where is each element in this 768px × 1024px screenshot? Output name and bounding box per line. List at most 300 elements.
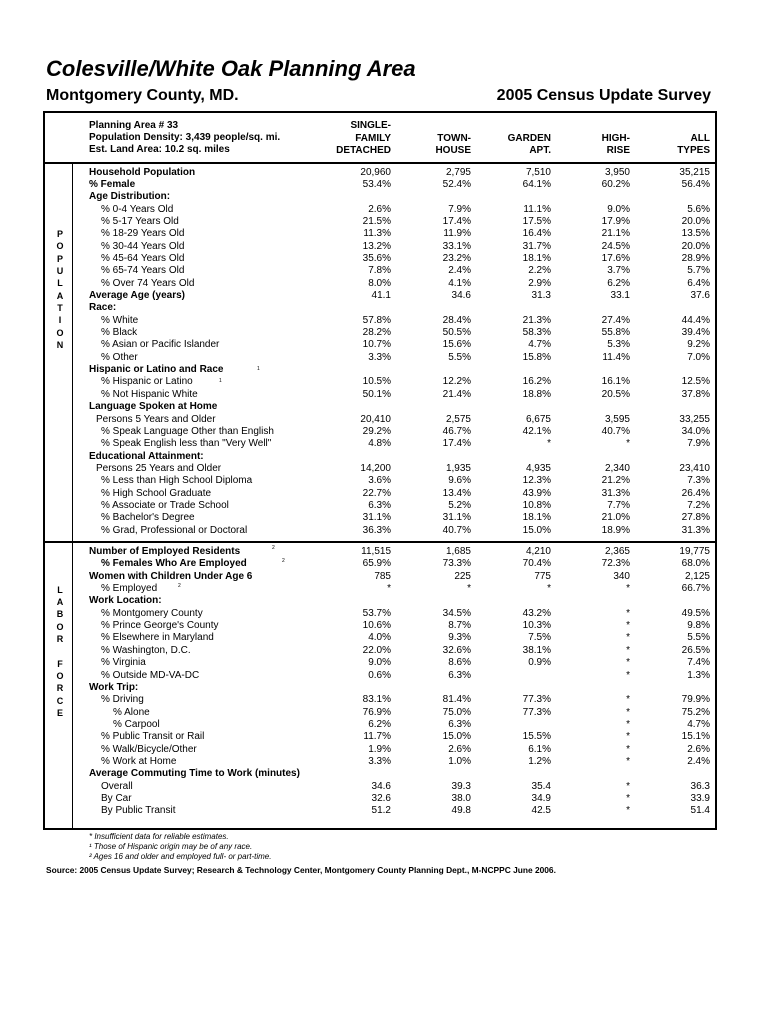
row-value: 11.3%	[363, 228, 391, 240]
row-label: Women with Children Under Age 6	[89, 570, 253, 582]
row-value: 1.2%	[528, 755, 551, 767]
row-value: 43.9%	[522, 487, 551, 499]
row-value: 81.4%	[442, 694, 471, 706]
row-value: 2.6%	[687, 743, 710, 755]
row-value: 20.0%	[681, 215, 710, 227]
side-letter: R	[56, 683, 64, 694]
col-header-line: RISE	[606, 145, 630, 156]
table-row	[0, 475, 768, 487]
row-label: % Black	[101, 327, 138, 339]
row-value: 13.5%	[681, 228, 710, 240]
row-label: % Virginia	[101, 657, 146, 669]
row-value: 27.4%	[601, 314, 630, 326]
row-value: *	[626, 706, 630, 718]
row-value: 3.3%	[368, 755, 391, 767]
row-value: 76.9%	[362, 706, 391, 718]
row-value: 9.0%	[368, 657, 391, 669]
side-letter: C	[56, 695, 64, 706]
row-value: 33.1	[610, 290, 630, 301]
row-value: *	[547, 583, 551, 595]
row-value: *	[547, 438, 551, 450]
row-value: 10.7%	[362, 339, 391, 351]
row-value: 11.9%	[443, 228, 471, 240]
table-row	[0, 241, 768, 253]
row-label: % Prince George's County	[101, 620, 219, 632]
row-value: 60.2%	[601, 178, 630, 190]
row-value: 70.4%	[522, 558, 551, 570]
table-row	[0, 756, 768, 768]
table-row	[0, 645, 768, 657]
row-value: 6.3%	[448, 669, 471, 681]
row-value: 14,200	[360, 462, 391, 474]
row-value: 0.9%	[528, 657, 551, 669]
row-value: 26.4%	[681, 487, 710, 499]
col-header-line: TYPES	[677, 145, 710, 156]
row-value: 38.1%	[522, 644, 551, 656]
row-value: 1.9%	[368, 743, 391, 755]
row-value: *	[467, 583, 471, 595]
row-value: 12.5%	[681, 376, 710, 388]
row-label: Persons 25 Years and Older	[96, 462, 222, 474]
col-header-all-types	[590, 133, 710, 158]
table-row	[0, 805, 768, 817]
row-value: 6.4%	[687, 277, 710, 289]
row-value: 27.8%	[681, 512, 710, 524]
row-label: % Alone	[113, 706, 150, 718]
row-value: 53.4%	[362, 178, 391, 190]
side-letter: U	[56, 266, 64, 277]
footnote-mark: 2	[282, 558, 285, 564]
row-value: *	[626, 743, 630, 755]
row-label: % Females Who Are Employed	[101, 558, 247, 570]
row-value: 52.4%	[442, 178, 471, 190]
row-label: % Less than High School Diploma	[101, 475, 253, 487]
row-value: 225	[454, 570, 471, 582]
page-title: Colesville/White Oak Planning Area	[46, 56, 416, 81]
row-label: % Employed	[101, 583, 158, 595]
footnote-insufficient: * Insufficient data for reliable estimates.	[89, 832, 229, 841]
table-row	[0, 290, 768, 302]
footnote-mark: 1	[257, 366, 260, 372]
row-value: 17.4%	[442, 215, 471, 227]
row-value: *	[626, 780, 630, 792]
row-value: *	[626, 620, 630, 632]
row-value: 15.0%	[442, 731, 471, 743]
row-value: 6.3%	[368, 499, 391, 511]
side-letter: A	[56, 596, 64, 607]
table-row	[0, 731, 768, 743]
row-label: % Asian or Pacific Islander	[101, 339, 220, 351]
table-row	[0, 670, 768, 682]
row-value: 3.3%	[368, 351, 391, 363]
table-row	[0, 414, 768, 426]
table-row	[0, 167, 768, 179]
row-label: % High School Graduate	[101, 487, 212, 499]
row-value: 9.3%	[448, 632, 471, 644]
side-letter: A	[56, 290, 64, 301]
row-value: 17.6%	[601, 252, 630, 264]
row-value: 75.2%	[681, 706, 710, 718]
row-value: 28.2%	[362, 327, 391, 339]
row-label: Educational Attainment:	[89, 450, 204, 462]
table-row	[0, 632, 768, 644]
row-value: 66.7%	[681, 583, 710, 595]
table-row	[0, 707, 768, 719]
col-header-line: DETACHED	[336, 145, 391, 156]
table-row	[0, 438, 768, 450]
row-value: 42.1%	[522, 425, 551, 437]
table-row	[0, 525, 768, 537]
table-row	[0, 583, 768, 595]
table-row	[0, 216, 768, 228]
row-value: 75.0%	[442, 706, 471, 718]
footnote-ages: ² Ages 16 and older and employed full- or part-time.	[89, 852, 272, 861]
row-value: 13.2%	[362, 240, 391, 252]
row-value: 20.0%	[681, 240, 710, 252]
row-value: 58.3%	[522, 327, 551, 339]
table-row	[0, 512, 768, 524]
row-value: 7.8%	[368, 265, 391, 277]
population-density: Population Density: 3,439 people/sq. mi.	[89, 132, 281, 143]
row-label: % Grad, Professional or Doctoral	[101, 524, 248, 536]
table-row	[0, 781, 768, 793]
footnote-mark: 2	[178, 583, 181, 589]
row-value: 31.7%	[522, 240, 551, 252]
row-value: 4.0%	[368, 632, 391, 644]
row-value: 4.1%	[448, 277, 471, 289]
row-value: *	[626, 669, 630, 681]
row-label: % Associate or Trade School	[101, 499, 229, 511]
row-value: 5.5%	[448, 351, 471, 363]
row-value: 40.7%	[601, 425, 630, 437]
row-value: 2,575	[445, 413, 471, 425]
row-value: 49.5%	[681, 607, 710, 619]
row-value: 53.7%	[362, 607, 391, 619]
row-value: 77.3%	[522, 706, 551, 718]
row-value: 29.2%	[362, 425, 391, 437]
row-value: 15.0%	[522, 524, 551, 536]
row-value: 24.5%	[601, 240, 630, 252]
row-value: 2.2%	[528, 265, 551, 277]
row-value: 15.5%	[522, 731, 551, 743]
row-label: Work Trip:	[89, 681, 139, 693]
row-value: 18.1%	[522, 512, 551, 524]
row-value: 7.9%	[448, 203, 471, 215]
row-value: 34.6	[451, 290, 471, 301]
side-letter: O	[56, 670, 64, 681]
table-row	[0, 719, 768, 731]
row-value: 12.2%	[442, 376, 471, 388]
row-value: 36.3%	[362, 524, 391, 536]
county-subtitle: Montgomery County, MD.	[46, 87, 239, 104]
row-value: *	[626, 644, 630, 656]
row-value: 4,210	[525, 546, 551, 557]
row-label: % Carpool	[113, 718, 160, 730]
row-value: 50.5%	[442, 327, 471, 339]
side-letter: O	[56, 241, 64, 252]
row-value: 77.3%	[522, 694, 551, 706]
table-row	[0, 253, 768, 265]
row-label: % Driving	[101, 694, 144, 706]
row-value: 33.9	[690, 793, 710, 804]
row-value: 21.3%	[522, 314, 551, 326]
row-value: 21.1%	[601, 228, 630, 240]
col-header-line: HOUSE	[435, 145, 471, 156]
row-value: 20.5%	[601, 388, 630, 400]
land-area: Est. Land Area: 10.2 sq. miles	[89, 144, 230, 155]
row-value: 41.1	[371, 290, 391, 301]
row-value: 51.4	[690, 805, 710, 817]
table-row	[0, 500, 768, 512]
table-row	[0, 302, 768, 314]
row-value: 32.6	[371, 793, 391, 804]
row-value: 6.2%	[607, 277, 630, 289]
row-value: 2.4%	[687, 755, 710, 767]
side-letter: N	[56, 340, 64, 351]
row-value: 4.8%	[368, 438, 391, 450]
side-letter: R	[56, 633, 64, 644]
side-letter: P	[56, 253, 63, 264]
row-value: 34.0%	[681, 425, 710, 437]
table-row	[0, 327, 768, 339]
table-row	[0, 228, 768, 240]
row-value: 340	[613, 570, 630, 582]
row-value: 34.6	[371, 780, 391, 792]
row-value: 2,340	[604, 462, 630, 474]
row-value: 72.3%	[601, 558, 630, 570]
row-value: 31.3	[531, 290, 551, 301]
row-value: 3,595	[604, 413, 630, 425]
row-value: 4,935	[525, 462, 551, 474]
row-label: % Public Transit or Rail	[101, 731, 205, 743]
row-value: 18.8%	[522, 388, 551, 400]
row-value: 39.4%	[681, 327, 710, 339]
row-value: 8.6%	[448, 657, 471, 669]
side-letter: O	[56, 621, 64, 632]
row-value: 785	[374, 570, 391, 582]
side-letter: P	[56, 229, 63, 239]
table-row	[0, 744, 768, 756]
row-value: 33,255	[679, 413, 710, 425]
table-row	[0, 364, 768, 376]
row-value: 2.6%	[368, 203, 391, 215]
row-label: Race:	[89, 302, 117, 314]
row-label: % Outside MD-VA-DC	[101, 669, 200, 681]
row-value: 9.0%	[607, 203, 630, 215]
row-label: % 65-74 Years Old	[101, 265, 185, 277]
row-value: 5.6%	[687, 203, 710, 215]
row-value: 3.7%	[607, 265, 630, 277]
row-label: % White	[101, 314, 139, 326]
side-letter: T	[57, 303, 63, 314]
row-value: 50.1%	[362, 388, 391, 400]
row-value: 19,775	[679, 546, 710, 557]
table-row	[0, 204, 768, 216]
row-value: 5.3%	[607, 339, 630, 351]
row-value: 15.8%	[522, 351, 551, 363]
row-value: 37.6	[690, 290, 710, 301]
row-value: 2.6%	[448, 743, 471, 755]
row-value: 1,935	[445, 462, 471, 474]
row-label: % 45-64 Years Old	[101, 252, 185, 264]
row-value: 5.5%	[687, 632, 710, 644]
row-value: 21.5%	[362, 215, 391, 227]
table-row	[0, 558, 768, 570]
row-value: 7.2%	[687, 499, 710, 511]
row-label: Language Spoken at Home	[89, 401, 218, 413]
row-value: 10.8%	[522, 499, 551, 511]
row-value: 39.3	[451, 780, 471, 792]
row-label: % Bachelor's Degree	[101, 512, 195, 524]
row-value: 83.1%	[362, 694, 391, 706]
row-value: 1,685	[445, 546, 471, 557]
row-label: Age Distribution:	[89, 191, 171, 203]
footnote-mark: 2	[272, 545, 275, 551]
row-value: 11,515	[361, 546, 391, 557]
row-value: *	[626, 657, 630, 669]
col-header-line: TOWN-	[437, 132, 471, 144]
row-value: *	[626, 731, 630, 743]
row-value: 31.1%	[442, 512, 471, 524]
row-label: % Other	[101, 351, 138, 363]
planning-area-number: Planning Area # 33	[89, 120, 179, 131]
row-label: % Over 74 Years Old	[101, 277, 195, 289]
row-label: Average Age (years)	[89, 290, 185, 301]
row-value: 5.7%	[687, 265, 710, 277]
row-value: 21.2%	[601, 475, 630, 487]
row-value: 32.6%	[442, 644, 471, 656]
footnote-hispanic: ¹ Those of Hispanic origin may be of any race.	[89, 842, 253, 851]
table-row	[0, 339, 768, 351]
row-value: 20,410	[360, 413, 391, 425]
row-value: 36.3	[690, 780, 710, 792]
row-value: 7.0%	[687, 351, 710, 363]
row-value: 3.6%	[368, 475, 391, 487]
col-header-line: GARDEN	[507, 132, 551, 144]
table-row	[0, 451, 768, 463]
table-row	[0, 315, 768, 327]
row-value: *	[626, 583, 630, 595]
col-header-line: APT.	[529, 145, 551, 156]
side-letter: I	[58, 315, 62, 326]
row-value: 34.5%	[442, 607, 471, 619]
row-value: *	[626, 805, 630, 817]
row-value: 9.2%	[687, 339, 710, 351]
row-label: By Car	[101, 793, 132, 804]
row-value: 7.4%	[687, 657, 710, 669]
row-value: *	[387, 583, 391, 595]
row-label: By Public Transit	[101, 805, 176, 817]
row-label: % Montgomery County	[101, 607, 203, 619]
row-value: 55.8%	[601, 327, 630, 339]
row-value: 35.4	[531, 780, 551, 792]
row-value: *	[626, 632, 630, 644]
row-value: 31.3%	[601, 487, 630, 499]
row-value: 7,510	[525, 166, 551, 178]
row-value: 8.0%	[368, 277, 391, 289]
survey-subtitle: 2005 Census Update Survey	[496, 87, 711, 104]
row-value: 56.4%	[681, 178, 710, 190]
row-value: 7.3%	[687, 475, 710, 487]
row-value: 4.7%	[528, 339, 551, 351]
row-value: 2,365	[604, 546, 630, 557]
table-row	[0, 571, 768, 583]
row-value: 68.0%	[681, 558, 710, 570]
row-value: 7.5%	[528, 632, 551, 644]
row-label: % Elsewhere in Maryland	[101, 632, 214, 644]
row-value: 15.1%	[681, 731, 710, 743]
row-value: 49.8	[451, 805, 471, 817]
row-value: 16.1%	[601, 376, 630, 388]
row-value: 2.9%	[528, 277, 551, 289]
row-value: *	[626, 694, 630, 706]
row-label: Hispanic or Latino and Race	[89, 364, 224, 376]
row-value: 12.3%	[522, 475, 551, 487]
row-value: 40.7%	[442, 524, 471, 536]
row-value: 9.6%	[448, 475, 471, 487]
side-letter: B	[56, 609, 64, 620]
source-note: Source: 2005 Census Update Survey; Research & Technology Center, Montgomery County Planning Dept., M-NCPPC June 2006.	[46, 865, 556, 875]
row-value: 79.9%	[681, 694, 710, 706]
row-value: 6,675	[525, 413, 551, 425]
row-value: 4.7%	[687, 718, 710, 730]
table-row	[0, 191, 768, 203]
row-value: 22.7%	[362, 487, 391, 499]
row-label: % Washington, D.C.	[101, 644, 191, 656]
row-value: 5.2%	[448, 499, 471, 511]
table-row	[0, 426, 768, 438]
row-label: % Hispanic or Latino	[101, 376, 193, 388]
row-value: *	[626, 755, 630, 767]
table-row	[0, 463, 768, 475]
row-value: *	[626, 438, 630, 450]
table-row	[0, 488, 768, 500]
col-header-line: ALL	[690, 132, 710, 144]
row-label: % Walk/Bicycle/Other	[101, 743, 197, 755]
col-header-line: HIGH-	[601, 132, 630, 144]
row-value: 42.5	[531, 805, 551, 817]
row-label: Average Commuting Time to Work (minutes)	[89, 768, 300, 780]
row-value: 9.8%	[687, 620, 710, 632]
header-divider	[43, 162, 717, 164]
footnote-mark: 1	[219, 378, 222, 384]
table-row	[0, 595, 768, 607]
row-value: 775	[534, 570, 551, 582]
row-value: 31.1%	[362, 512, 391, 524]
row-label: % Speak Language Other than English	[101, 425, 274, 437]
row-value: *	[626, 718, 630, 730]
row-value: 35,215	[679, 166, 710, 178]
row-value: 11.7%	[363, 731, 391, 743]
row-value: 11.4%	[602, 351, 630, 363]
row-value: 17.9%	[601, 215, 630, 227]
row-value: 43.2%	[522, 607, 551, 619]
row-value: 28.9%	[681, 252, 710, 264]
row-value: 8.7%	[448, 620, 471, 632]
row-value: 10.3%	[522, 620, 551, 632]
row-value: 0.6%	[368, 669, 391, 681]
table-row	[0, 620, 768, 632]
table-row	[0, 389, 768, 401]
row-value: 1.3%	[687, 669, 710, 681]
row-value: 2.4%	[448, 265, 471, 277]
row-label: % 5-17 Years Old	[101, 215, 179, 227]
row-value: 7.7%	[607, 499, 630, 511]
row-value: 21.0%	[601, 512, 630, 524]
row-value: 64.1%	[522, 178, 551, 190]
col-header-line: SINGLE-	[350, 120, 391, 131]
row-label: % Not Hispanic White	[101, 388, 198, 400]
